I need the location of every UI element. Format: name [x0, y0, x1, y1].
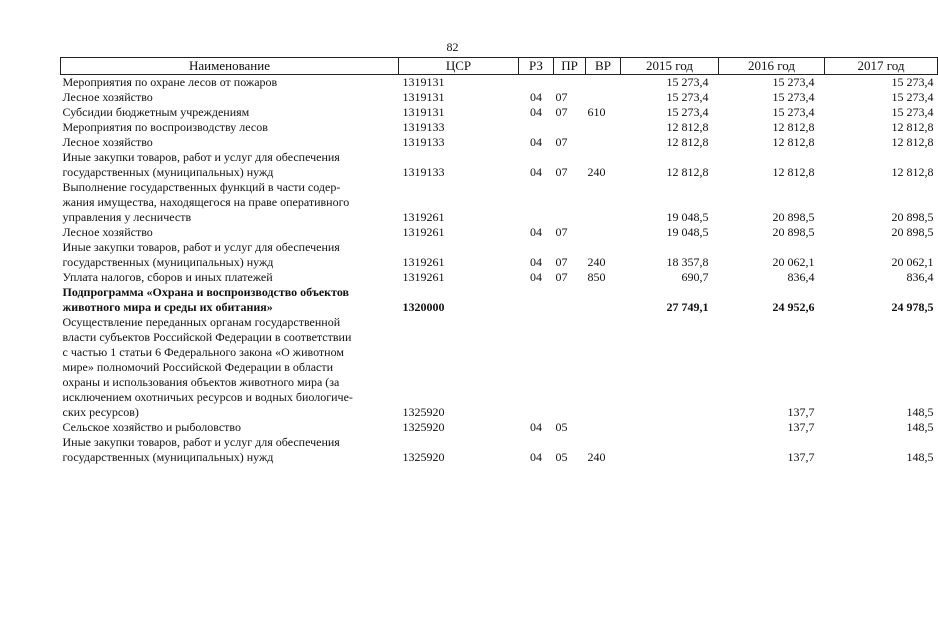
cell-csr: 1319131	[402, 90, 445, 104]
cell-2016: 137,7	[787, 420, 815, 434]
cell-rz: 04	[530, 105, 542, 119]
cell-pr: 07	[555, 165, 568, 179]
cell-csr: 1319261	[402, 255, 445, 269]
cell-2015: 15 273,4	[666, 105, 709, 119]
cell-rz	[519, 120, 554, 135]
cell-csr: 1319133	[402, 135, 445, 149]
budget-table	[60, 57, 938, 465]
cell-pr: 07	[555, 105, 568, 119]
cell-2015: 19 048,5	[666, 210, 709, 224]
table-row	[61, 270, 938, 285]
cell-csr: 1319133	[402, 165, 445, 179]
cell-2015: 12 812,8	[666, 165, 709, 179]
cell-vr	[586, 225, 621, 240]
cell-rz: 04	[530, 270, 542, 284]
cell-2016: 15 273,4	[772, 75, 815, 89]
cell-2016: 137,7	[787, 405, 815, 419]
cell-2016: 12 812,8	[772, 135, 815, 149]
cell-2017: 148,5	[906, 450, 934, 464]
header-2017: 2017 год	[825, 58, 938, 75]
header-vr: ВР	[586, 58, 621, 75]
table-row	[61, 225, 938, 240]
cell-2015: 15 273,4	[666, 90, 709, 104]
cell-2017: 15 273,4	[891, 90, 934, 104]
table-row	[61, 120, 938, 135]
cell-pr: 07	[555, 90, 568, 104]
table-row	[61, 105, 938, 120]
cell-pr: 07	[555, 270, 568, 284]
cell-name: Выполнение государственных функций в части содер- жания имущества, находящегося на праве оперативного управления у лесничеств	[62, 180, 350, 224]
cell-2015: 12 812,8	[666, 135, 709, 149]
table-row	[61, 90, 938, 105]
cell-2017: 836,4	[906, 270, 934, 284]
cell-pr: 07	[555, 255, 568, 269]
table-row	[61, 240, 938, 270]
cell-rz: 04	[530, 420, 542, 434]
cell-2016: 137,7	[787, 450, 815, 464]
table-row	[61, 285, 938, 315]
cell-vr	[586, 135, 621, 150]
header-rz: РЗ	[519, 58, 554, 75]
cell-csr: 1319131	[402, 75, 445, 89]
cell-rz: 04	[530, 135, 542, 149]
table-row	[61, 420, 938, 435]
cell-vr	[586, 90, 621, 105]
table-row	[61, 180, 938, 225]
cell-vr	[586, 315, 621, 420]
cell-vr: 240	[587, 255, 606, 269]
cell-2016: 836,4	[787, 270, 815, 284]
cell-2015	[621, 435, 719, 465]
table-header-row	[61, 58, 938, 75]
cell-2017: 12 812,8	[891, 165, 934, 179]
cell-vr	[586, 420, 621, 435]
cell-2017: 15 273,4	[891, 105, 934, 119]
cell-csr: 1325920	[402, 405, 445, 419]
cell-2015: 690,7	[681, 270, 709, 284]
cell-2017: 148,5	[906, 405, 934, 419]
cell-pr	[554, 75, 586, 91]
cell-name: Подпрограмма «Охрана и воспроизводство объектов животного мира и среды их обитания»	[62, 285, 350, 314]
header-2015: 2015 год	[621, 58, 719, 75]
cell-rz	[519, 315, 554, 420]
cell-name: Лесное хозяйство	[62, 225, 153, 239]
header-2016: 2016 год	[719, 58, 825, 75]
cell-vr	[586, 75, 621, 91]
cell-rz	[519, 285, 554, 315]
header-pr: ПР	[554, 58, 586, 75]
cell-name: Сельское хозяйство и рыболовство	[62, 420, 242, 434]
cell-name: Мероприятия по воспроизводству лесов	[62, 120, 268, 134]
cell-2016: 20 898,5	[772, 225, 815, 239]
header-csr: ЦСР	[399, 58, 519, 75]
cell-name: Осуществление переданных органам государственной власти субъектов Российской Федерации в соответствии с частью 1 статьи 6 Федерального закона «О животном мире» полномочий Российской Федерации в области охраны и использования объектов животного мира (за исключением охотничьих ресурсов и водных биологиче- ских ресурсов)	[62, 315, 353, 419]
cell-pr: 05	[555, 420, 568, 434]
cell-2017: 20 898,5	[891, 210, 934, 224]
cell-rz: 04	[530, 450, 542, 464]
cell-csr: 1319261	[402, 225, 445, 239]
cell-vr	[586, 180, 621, 225]
cell-vr	[586, 285, 621, 315]
cell-pr	[554, 120, 586, 135]
cell-2016: 15 273,4	[772, 90, 815, 104]
table-row	[61, 135, 938, 150]
cell-2016: 12 812,8	[772, 165, 815, 179]
cell-2015	[621, 420, 719, 435]
cell-vr: 850	[587, 270, 606, 284]
cell-rz: 04	[530, 165, 542, 179]
cell-vr: 610	[587, 105, 606, 119]
table-row	[61, 435, 938, 465]
cell-2017: 15 273,4	[891, 75, 934, 89]
page-number: 82	[446, 40, 459, 54]
cell-vr: 240	[587, 165, 606, 179]
cell-pr: 07	[555, 135, 568, 149]
cell-name: Субсидии бюджетным учреждениям	[62, 105, 250, 119]
cell-2017: 20 062,1	[891, 255, 934, 269]
table-row	[61, 75, 938, 91]
table-row	[61, 315, 938, 420]
cell-name: Иные закупки товаров, работ и услуг для обеспечения государственных (муниципальных) нужд	[62, 150, 340, 179]
cell-pr	[554, 285, 586, 315]
header-name: Наименование	[61, 58, 399, 75]
cell-csr: 1325920	[402, 420, 445, 434]
cell-pr: 05	[555, 450, 568, 464]
cell-pr	[554, 180, 586, 225]
cell-name: Лесное хозяйство	[62, 90, 153, 104]
table-row	[61, 150, 938, 180]
cell-rz	[519, 75, 554, 91]
cell-rz: 04	[530, 225, 542, 239]
cell-2015: 27 749,1	[666, 300, 709, 314]
cell-2017: 12 812,8	[891, 120, 934, 134]
cell-csr: 1320000	[402, 300, 445, 314]
cell-2017: 148,5	[906, 420, 934, 434]
cell-name: Уплата налогов, сборов и иных платежей	[62, 270, 273, 284]
cell-vr	[586, 120, 621, 135]
cell-pr	[554, 315, 586, 420]
cell-csr: 1325920	[402, 450, 445, 464]
cell-name: Иные закупки товаров, работ и услуг для обеспечения государственных (муниципальных) нужд	[62, 240, 340, 269]
cell-vr: 240	[587, 450, 606, 464]
cell-2015: 15 273,4	[666, 75, 709, 89]
cell-rz	[519, 180, 554, 225]
cell-2017: 12 812,8	[891, 135, 934, 149]
cell-2016: 20 898,5	[772, 210, 815, 224]
cell-name: Иные закупки товаров, работ и услуг для обеспечения государственных (муниципальных) нужд	[62, 435, 340, 464]
cell-2015	[621, 315, 719, 420]
cell-2015: 19 048,5	[666, 225, 709, 239]
cell-csr: 1319133	[402, 120, 445, 134]
cell-2016: 12 812,8	[772, 120, 815, 134]
cell-name: Лесное хозяйство	[62, 135, 153, 149]
cell-2016: 24 952,6	[772, 300, 815, 314]
cell-2015: 18 357,8	[666, 255, 709, 269]
cell-2015: 12 812,8	[666, 120, 709, 134]
cell-rz: 04	[530, 255, 542, 269]
cell-2017: 20 898,5	[891, 225, 934, 239]
cell-pr: 07	[555, 225, 568, 239]
cell-name: Мероприятия по охране лесов от пожаров	[62, 75, 278, 89]
cell-csr: 1319261	[402, 270, 445, 284]
cell-rz: 04	[530, 90, 542, 104]
cell-2016: 20 062,1	[772, 255, 815, 269]
cell-csr: 1319131	[402, 105, 445, 119]
cell-csr: 1319261	[402, 210, 445, 224]
cell-2016: 15 273,4	[772, 105, 815, 119]
cell-2017: 24 978,5	[891, 300, 934, 314]
